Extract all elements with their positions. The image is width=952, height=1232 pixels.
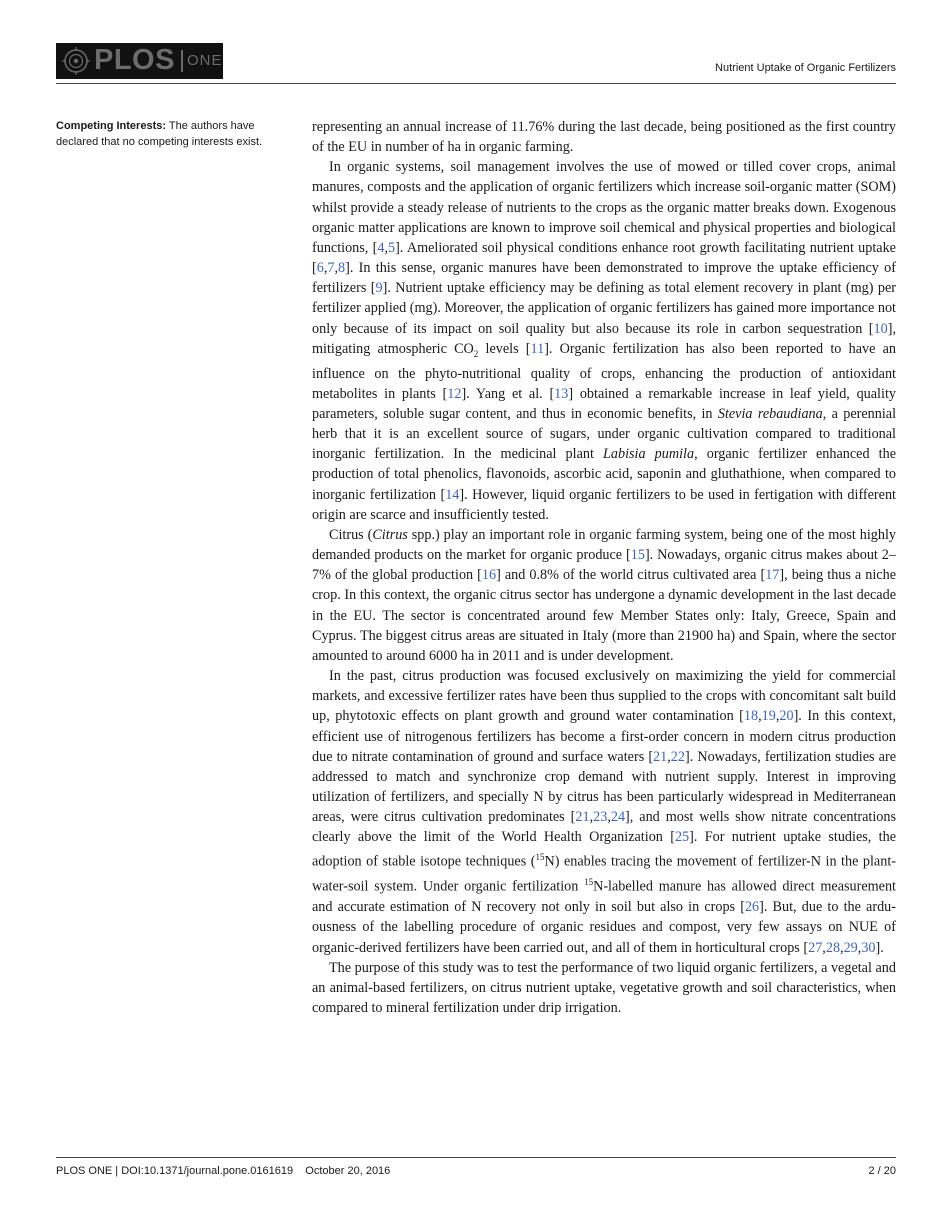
main-text <box>312 117 896 1018</box>
citation-link[interactable]: 4 <box>377 239 385 256</box>
text-run: ] obtained a remarkable increase in leaf yield, quality parameters, soluble sugar content, and thus in economic benefits, in <box>312 385 896 423</box>
citation-link[interactable]: 15 <box>630 547 645 564</box>
paragraph-3 <box>312 525 896 666</box>
citation-link[interactable]: 20 <box>779 708 794 725</box>
text-run: ], and most wells show nitrate concentrations clearly above the limit of the World Health Organization [ <box>312 809 896 846</box>
page-number: 2 / 20 <box>868 1165 896 1177</box>
plos-logo-icon <box>62 47 90 75</box>
text-run: N-labelled manure has allowed direct measurement and accurate estimation of N recovery not only in soil but also in crops [ <box>312 879 896 916</box>
text-run: ] and 0.8% of the world citrus cultivated area [ <box>496 567 766 584</box>
paragraph-4 <box>312 666 896 958</box>
text-run: ], mitigating atmospheric CO <box>312 320 896 357</box>
text-run: , <box>607 809 611 826</box>
species-name: Labisia pumila <box>603 446 695 463</box>
logo-plos-text: PLOS <box>94 44 175 76</box>
citation-link[interactable]: 24 <box>610 809 626 826</box>
logo-one-text: ONE <box>187 52 223 69</box>
text-run: ]. Nowadays, fertilization studies are addressed to match and synchronize crop demand with nutrient supply. Interest in improving utilization of fertilizers, and specially N by citrus has been particularly widespread in Mediterranean areas, were citrus cultivation predominates [ <box>312 748 896 826</box>
citation-link[interactable]: 21 <box>575 809 590 826</box>
text-run: N) enables tracing the movement of fertilizer-N in the plant-water-soil system. Under organic fertilization <box>312 854 896 896</box>
text-run: In the past, citrus production was focused exclusively on maximizing the yield for commercial markets, and excessive fertilizer rates have been thus supplied to the crops with concomitant salt build up, phytotoxic effects on plant growth and ground water contamination [ <box>312 668 896 725</box>
text-run: spp.) play an important role in organic farming system, being one of the most highly demanded products on the market for organic produce [ <box>312 526 896 564</box>
citation-link[interactable]: 17 <box>765 567 780 584</box>
paragraph-2 <box>312 157 896 525</box>
text-run: , <box>323 260 328 277</box>
citation-link[interactable]: 13 <box>554 385 569 402</box>
text-run: ], being thus a niche crop. In this context, the organic citrus sector has undergone a dynamic development in the last decade in the EU. The sector is concentrated around few Member States only: Italy, Greece, Spain and Cyprus. The biggest citrus areas are situated in Italy (more than 21900 ha) and Spain, where the sector amounted to around 6000 ha in 2011 and is under development. <box>312 567 896 664</box>
citation-link[interactable]: 7 <box>327 260 335 277</box>
sidebar-notes <box>56 118 292 150</box>
superscript: 15 <box>584 877 594 888</box>
citation-link[interactable]: 23 <box>593 809 608 826</box>
text-run: , organic fertilizer enhanced the production of total phenolics, flavonoids, ascorbic acid, saponin and gluthathione, when compared to inorganic fertilization [ <box>312 446 896 503</box>
citation-link[interactable]: 22 <box>670 748 685 765</box>
species-name: Citrus <box>372 526 408 543</box>
text-run: , <box>384 239 388 256</box>
text-run: levels [ <box>478 340 531 357</box>
text-run: ]. Ameliorated soil physical conditions enhance root growth facilitating nutrient uptake [ <box>312 239 896 277</box>
citation-link[interactable]: 6 <box>316 260 324 277</box>
text-run: ]. However, liquid organic fertilizers to be used in fertigation with different origin are scarce and insufficiently tested. <box>312 486 896 523</box>
citation-link[interactable]: 16 <box>481 567 497 584</box>
citation-link[interactable]: 28 <box>825 939 841 956</box>
superscript: 15 <box>535 852 545 863</box>
text-run: ]. <box>875 939 884 956</box>
text-run: representing an annual increase of 11.76% during the last decade, being positioned as the first country of the EU in number of ha in organic farming. <box>312 119 896 156</box>
text-run: , a perennial herb that it is an excellent source of sugars, under organic cultivation compared to traditional inorganic fertilization. In the medicinal plant <box>312 406 897 463</box>
text-run: , <box>775 708 780 725</box>
header-divider <box>56 83 896 84</box>
text-run: ]. For nutrient uptake studies, the adoption of stable isotope techniques ( <box>312 829 896 871</box>
paragraph-1 <box>312 117 896 157</box>
species-name: Stevia rebaudiana <box>717 406 823 423</box>
citation-link[interactable]: 10 <box>873 320 888 337</box>
citation-link[interactable]: 11 <box>530 340 545 357</box>
citation-link[interactable]: 26 <box>744 899 760 916</box>
citation-link[interactable]: 14 <box>445 486 460 503</box>
text-run: , <box>589 809 594 826</box>
text-run: , <box>840 939 844 956</box>
citation-link[interactable]: 30 <box>861 939 876 956</box>
citation-link[interactable]: 12 <box>447 385 462 402</box>
text-run: ]. Yang et al. [ <box>461 385 555 402</box>
text-run: ]. Organic fertilization has also been reported to have an influence on the phyto-nutritional quality of crops, enhancing the production of antioxidant metabolites in plants [ <box>312 340 896 402</box>
text-run: , <box>758 708 762 725</box>
citation-link[interactable]: 8 <box>338 260 346 277</box>
logo-divider <box>181 50 183 72</box>
text-run: In organic systems, soil management involves the use of mowed or tilled cover crops, animal manures, composts and the application of organic fertilizers which increase soil-organic matter (SOM) whilst provide a steady release of nutrients to the crops as the organic matter breaks down. Exogenous organic matter applications are known to improve soil chemical and physical properties and biological functions, [ <box>312 159 896 256</box>
citation-link[interactable]: 19 <box>761 708 776 725</box>
text-run: , <box>667 748 671 765</box>
journal-logo <box>56 43 223 79</box>
citation-link[interactable]: 27 <box>808 939 823 956</box>
citation-link[interactable]: 9 <box>375 280 383 297</box>
text-run: ]. In this sense, organic manures have been demonstrated to improve the uptake efficiency of fertilizers [ <box>312 260 896 297</box>
citation-link[interactable]: 5 <box>387 239 396 256</box>
text-run: ]. Nutrient uptake efficiency may be defining as total element recovery in plant (mg) per fertilizer applied (mg). Moreover, the application of organic fertilizers has gained more importance not only because of its impact on soil quality but also because its role in carbon sequestration [ <box>312 280 897 337</box>
footer-divider <box>56 1157 896 1158</box>
competing-interests-text: The authors have declared that no competing interests exist. <box>56 120 263 148</box>
citation-link[interactable]: 21 <box>653 748 668 765</box>
paragraph-5 <box>312 958 896 1018</box>
text-run: , <box>822 939 826 956</box>
text-run: , <box>857 939 862 956</box>
running-title: Nutrient Uptake of Organic Fertilizers <box>715 62 896 74</box>
text-run: , <box>334 260 339 277</box>
subscript: 2 <box>473 348 479 359</box>
citation-link[interactable]: 18 <box>743 708 759 725</box>
competing-interests-label: Competing Interests: <box>56 120 167 132</box>
text-run: The purpose of this study was to test the performance of two liquid organic fertilizers, a vegetal and an animal-based fertilizers, on citrus nutrient uptake, vegetative growth and soil characteristics, when compared to mineral fertilization under drip irrigation. <box>312 959 896 1017</box>
footer-citation: PLOS ONE | DOI:10.1371/journal.pone.0161619 October 20, 2016 <box>56 1165 391 1177</box>
citation-link[interactable]: 29 <box>843 939 858 956</box>
text-run: ]. Nowadays, organic citrus makes about 2–7% of the global production [ <box>312 547 896 584</box>
text-run: Citrus ( <box>329 526 373 543</box>
text-run: ]. But, due to the arduousness of the labelling procedure of organic residues and compost, very few assays on NUE of organic-derived fertilizers have been carried out, and all of them in horticultural crops [ <box>312 899 896 956</box>
text-run: ]. In this context, efficient use of nitrogenous fertilizers has become a first-order concern in modern citrus production due to nitrate contamination of ground and surface waters [ <box>312 708 896 765</box>
citation-link[interactable]: 25 <box>674 829 690 846</box>
